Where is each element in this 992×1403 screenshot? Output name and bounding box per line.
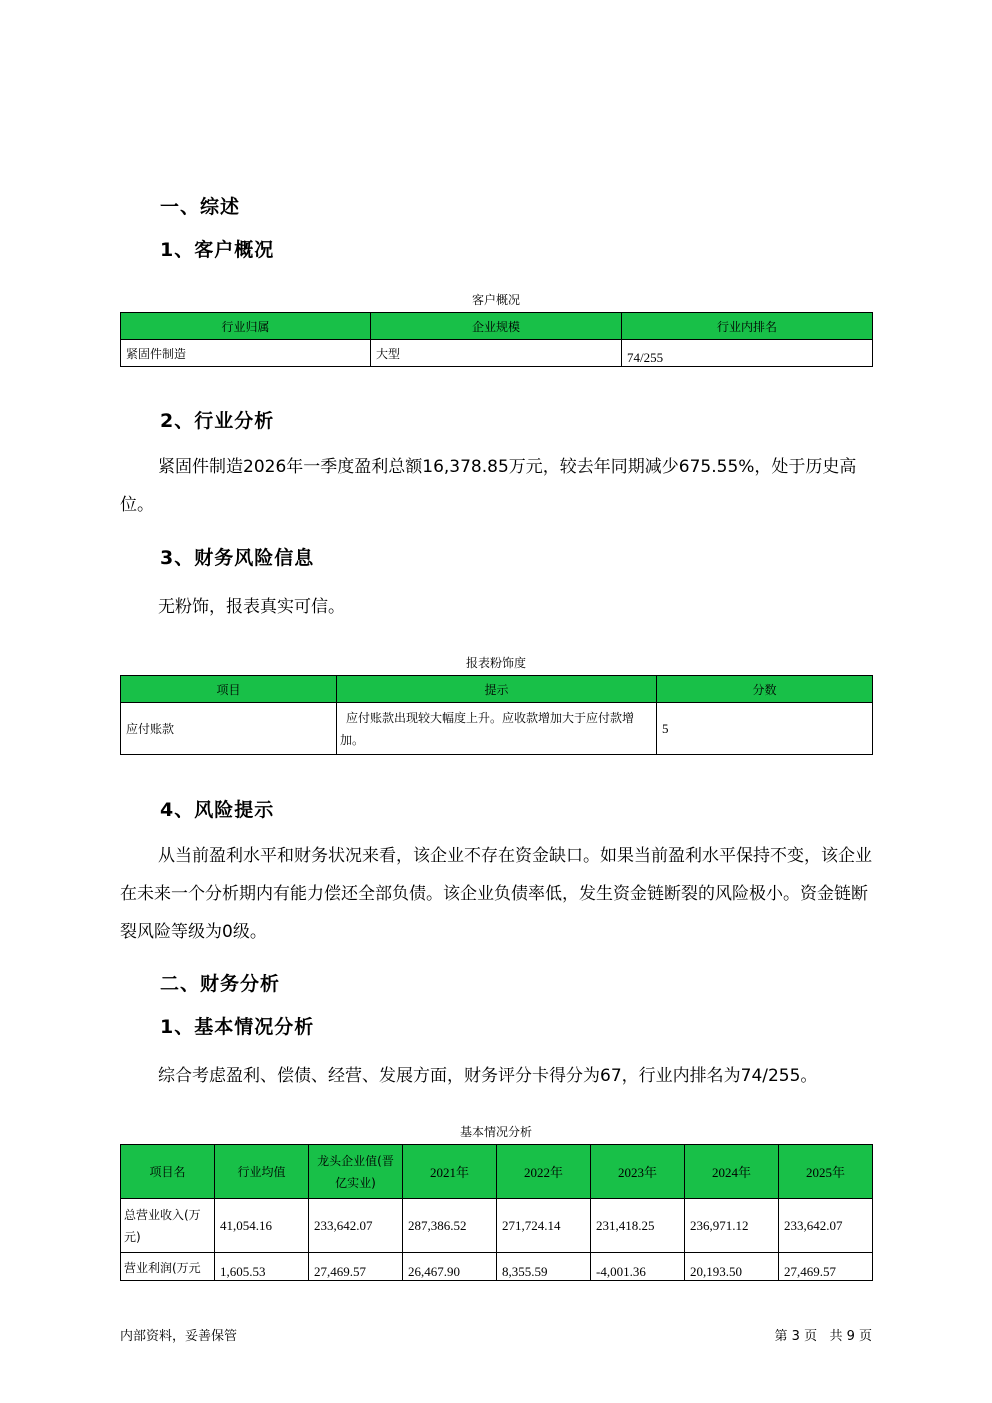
basic-table-header: 项目名 [121, 1145, 215, 1199]
customer-table-caption: 客户概况 [471, 293, 520, 307]
basic-table-cell: 总营业收入(万元) [121, 1199, 215, 1253]
window-table-header: 项目 [121, 676, 337, 703]
customer-table [120, 312, 873, 367]
footer-confidential: 内部资料，妥善保管 [120, 1329, 238, 1344]
section-title-fin-risk: 3、财务风险信息 [160, 547, 315, 569]
industry-analysis-text: 紧固件制造2026年一季度盈利总额16,378.85万元，较去年同期减少675.55%，处于历史高位。 [120, 457, 857, 515]
section-title-industry: 2、行业分析 [160, 410, 275, 432]
basic-table-caption: 基本情况分析 [459, 1125, 532, 1139]
basic-table-header: 2021年 [403, 1145, 497, 1199]
basic-table-cell: 20,193.50 [685, 1253, 779, 1281]
basic-table-cell: 271,724.14 [497, 1199, 591, 1253]
basic-table-header: 行业均值 [215, 1145, 309, 1199]
basic-table-cell: 1,605.53 [215, 1253, 309, 1281]
section-title-overview: 一、综述 [160, 196, 241, 218]
basic-table-cell: 233,642.07 [309, 1199, 403, 1253]
basic-table-header: 2022年 [497, 1145, 591, 1199]
risk-text: 从当前盈利水平和财务状况来看，该企业不存在资金缺口。如果当前盈利水平保持不变，该企业在未来一个分析期内有能力偿还全部负债。该企业负债率低，发生资金链断裂的风险极小。资金链断裂风险等级为0级。 [120, 846, 872, 942]
fin-risk-text: 无粉饰，报表真实可信。 [158, 597, 345, 617]
basic-analysis-text: 综合考虑盈利、偿债、经营、发展方面，财务评分卡得分为67，行业内排名为74/255。 [158, 1066, 818, 1086]
section-title-basic: 1、基本情况分析 [160, 1016, 315, 1038]
section-title-financial: 二、财务分析 [160, 973, 281, 995]
basic-table-cell: -4,001.36 [591, 1253, 685, 1281]
table-row [121, 1253, 873, 1281]
window-table-header: 提示 [337, 676, 657, 703]
basic-table-header: 龙头企业值(晋亿实业) [309, 1145, 403, 1199]
customer-table-header: 行业内排名 [622, 313, 873, 340]
basic-table-header: 2023年 [591, 1145, 685, 1199]
customer-table-cell: 74/255 [622, 340, 873, 367]
basic-table-cell: 233,642.07 [779, 1199, 873, 1253]
basic-table-cell: 营业利润(万元 [121, 1253, 215, 1281]
footer-page-number: 第 3 页 共 9 页 [774, 1329, 872, 1344]
window-table-caption: 报表粉饰度 [465, 656, 526, 670]
customer-table-header: 企业规模 [371, 313, 622, 340]
basic-table-cell: 231,418.25 [591, 1199, 685, 1253]
window-table-header: 分数 [657, 676, 873, 703]
customer-table-cell: 紧固件制造 [121, 340, 371, 367]
section-title-customer: 1、客户概况 [160, 239, 275, 261]
basic-table-cell: 27,469.57 [309, 1253, 403, 1281]
basic-table-cell: 26,467.90 [403, 1253, 497, 1281]
window-dressing-table [120, 675, 873, 755]
window-table-cell: 5 [657, 703, 873, 755]
window-table-cell: 应付账款出现较大幅度上升。应收款增加大于应付款增加。 [337, 703, 657, 755]
customer-table-header: 行业归属 [121, 313, 371, 340]
basic-table-cell: 41,054.16 [215, 1199, 309, 1253]
section-title-risk: 4、风险提示 [160, 799, 275, 821]
window-table-cell: 应付账款 [121, 703, 337, 755]
basic-table-cell: 236,971.12 [685, 1199, 779, 1253]
basic-table-cell: 8,355.59 [497, 1253, 591, 1281]
table-row [121, 1199, 873, 1253]
basic-table-header: 2024年 [685, 1145, 779, 1199]
basic-table-cell: 287,386.52 [403, 1199, 497, 1253]
basic-table-cell: 27,469.57 [779, 1253, 873, 1281]
basic-table-header: 2025年 [779, 1145, 873, 1199]
basic-analysis-table [120, 1144, 873, 1281]
customer-table-cell: 大型 [371, 340, 622, 367]
